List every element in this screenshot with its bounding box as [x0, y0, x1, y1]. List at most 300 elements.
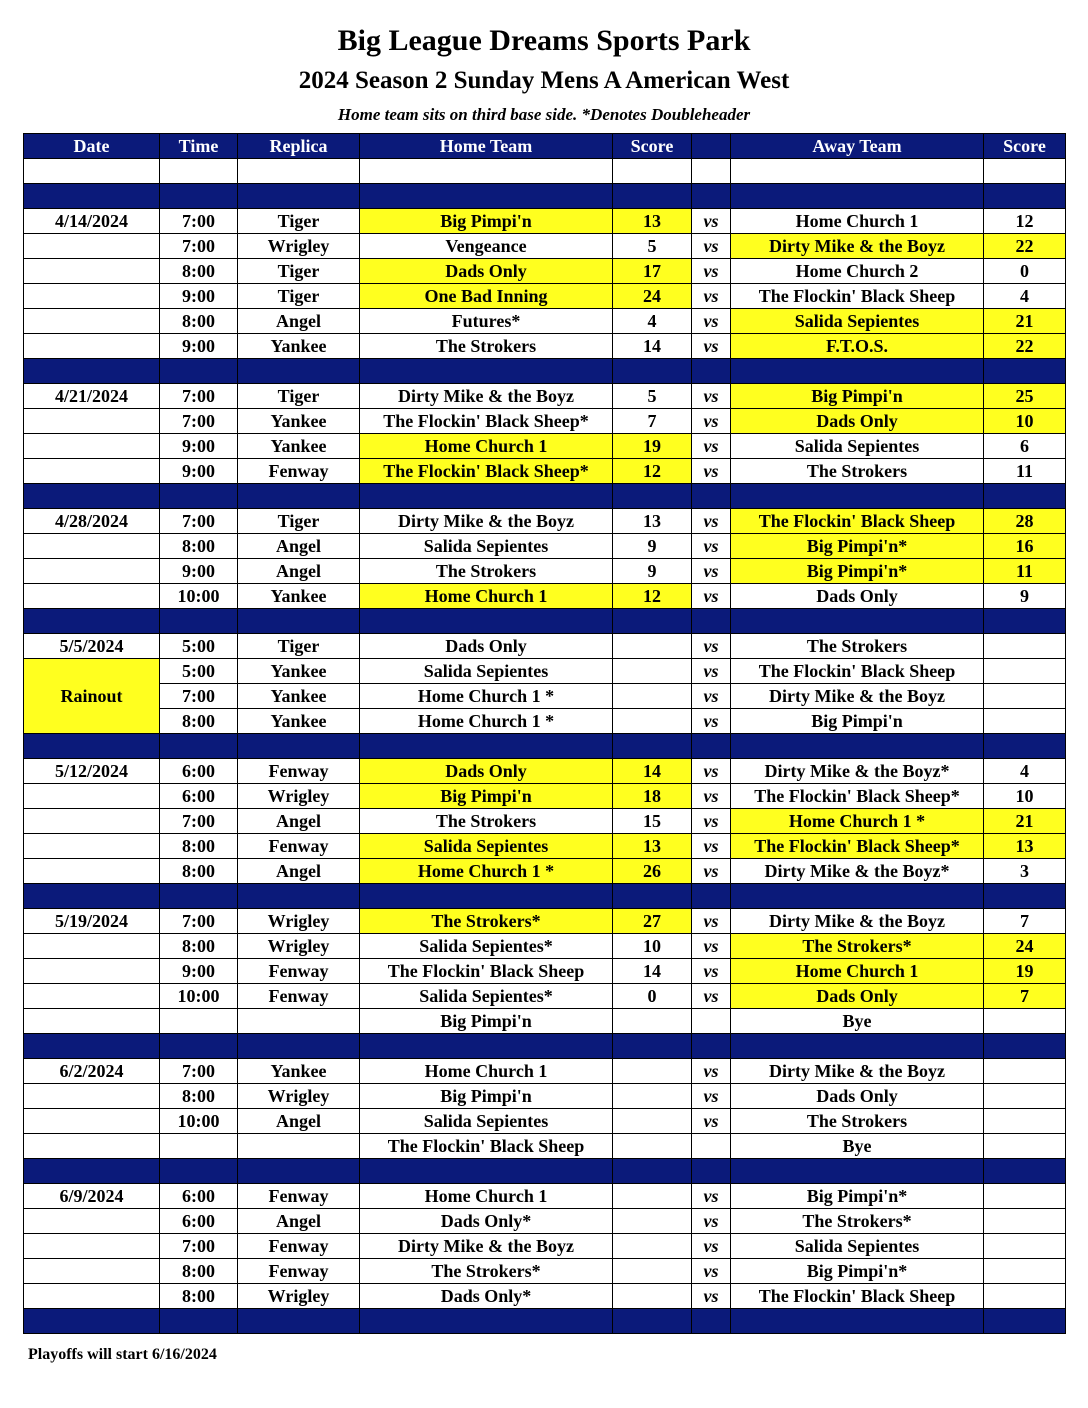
col-header-date: Date	[24, 134, 160, 159]
game-date: 5/19/2024	[24, 909, 160, 934]
home-team: Dads Only*	[360, 1284, 613, 1309]
vs-label	[692, 1009, 731, 1034]
game-field: Fenway	[238, 759, 360, 784]
game-row	[24, 909, 1066, 934]
game-row	[24, 834, 1066, 859]
away-team: Salida Sepientes	[731, 309, 984, 334]
away-score: 22	[984, 234, 1066, 259]
home-team: Dads Only	[360, 759, 613, 784]
game-date-empty	[24, 784, 160, 809]
home-score: 9	[613, 534, 692, 559]
game-date: 6/9/2024	[24, 1184, 160, 1209]
away-team: Salida Sepientes	[731, 434, 984, 459]
game-time: 8:00	[160, 709, 238, 734]
home-team: Dirty Mike & the Boyz	[360, 1234, 613, 1259]
away-score: 24	[984, 934, 1066, 959]
game-row	[24, 934, 1066, 959]
vs-label: vs	[692, 784, 731, 809]
home-team: Dirty Mike & the Boyz	[360, 509, 613, 534]
home-team: The Strokers	[360, 809, 613, 834]
game-field: Yankee	[238, 409, 360, 434]
game-date-empty	[24, 984, 160, 1009]
away-team: F.T.O.S.	[731, 334, 984, 359]
away-team: Dads Only	[731, 1084, 984, 1109]
game-row	[24, 1259, 1066, 1284]
away-score: 25	[984, 384, 1066, 409]
away-score	[984, 1059, 1066, 1084]
game-time: 9:00	[160, 284, 238, 309]
game-date-empty	[24, 1284, 160, 1309]
home-score: 14	[613, 959, 692, 984]
home-team: Home Church 1	[360, 584, 613, 609]
blank-row	[24, 159, 1066, 184]
game-time: 8:00	[160, 834, 238, 859]
away-score: 7	[984, 909, 1066, 934]
away-team: Home Church 1	[731, 959, 984, 984]
home-score	[613, 684, 692, 709]
game-date-empty	[24, 434, 160, 459]
away-team: Dirty Mike & the Boyz	[731, 234, 984, 259]
home-team: One Bad Inning	[360, 284, 613, 309]
game-field: Tiger	[238, 509, 360, 534]
away-score: 16	[984, 534, 1066, 559]
home-team: The Flockin' Black Sheep*	[360, 459, 613, 484]
game-row	[24, 959, 1066, 984]
week-separator	[24, 1159, 1066, 1184]
col-header-time: Time	[160, 134, 238, 159]
game-field	[238, 1134, 360, 1159]
home-team: Dads Only	[360, 634, 613, 659]
game-field: Wrigley	[238, 1084, 360, 1109]
vs-label: vs	[692, 909, 731, 934]
home-score	[613, 1234, 692, 1259]
game-field: Tiger	[238, 259, 360, 284]
game-time	[160, 1134, 238, 1159]
game-date-empty	[24, 559, 160, 584]
week-separator	[24, 359, 1066, 384]
game-date-empty	[24, 1209, 160, 1234]
away-team: Dads Only	[731, 584, 984, 609]
home-team: Home Church 1	[360, 434, 613, 459]
home-team: The Strokers	[360, 334, 613, 359]
home-score	[613, 1259, 692, 1284]
game-date: 4/21/2024	[24, 384, 160, 409]
game-field: Tiger	[238, 284, 360, 309]
rainout-label: Rainout	[24, 659, 160, 734]
home-score: 18	[613, 784, 692, 809]
game-field: Wrigley	[238, 784, 360, 809]
away-score: 4	[984, 759, 1066, 784]
vs-label: vs	[692, 1259, 731, 1284]
game-time: 6:00	[160, 1184, 238, 1209]
game-field: Yankee	[238, 434, 360, 459]
week-separator	[24, 1309, 1066, 1334]
game-date-empty	[24, 334, 160, 359]
vs-label: vs	[692, 384, 731, 409]
game-time: 9:00	[160, 334, 238, 359]
game-row	[24, 209, 1066, 234]
away-score	[984, 1184, 1066, 1209]
vs-label: vs	[692, 959, 731, 984]
game-time: 9:00	[160, 434, 238, 459]
home-score: 15	[613, 809, 692, 834]
game-row	[24, 759, 1066, 784]
week-separator	[24, 484, 1066, 509]
game-date-empty	[24, 1109, 160, 1134]
game-field: Angel	[238, 559, 360, 584]
game-time: 10:00	[160, 984, 238, 1009]
vs-label: vs	[692, 1059, 731, 1084]
game-field: Yankee	[238, 684, 360, 709]
home-score: 24	[613, 284, 692, 309]
vs-label: vs	[692, 284, 731, 309]
game-time: 6:00	[160, 784, 238, 809]
home-score: 13	[613, 834, 692, 859]
away-score	[984, 709, 1066, 734]
game-time: 5:00	[160, 634, 238, 659]
vs-label: vs	[692, 409, 731, 434]
game-field: Yankee	[238, 334, 360, 359]
week-separator	[24, 884, 1066, 909]
home-team: The Flockin' Black Sheep*	[360, 409, 613, 434]
home-score: 19	[613, 434, 692, 459]
vs-label: vs	[692, 1209, 731, 1234]
away-score	[984, 1134, 1066, 1159]
home-score	[613, 1284, 692, 1309]
game-time: 8:00	[160, 309, 238, 334]
away-team: The Flockin' Black Sheep	[731, 509, 984, 534]
game-time: 8:00	[160, 1284, 238, 1309]
away-score: 28	[984, 509, 1066, 534]
away-score: 9	[984, 584, 1066, 609]
game-time: 6:00	[160, 759, 238, 784]
vs-label: vs	[692, 984, 731, 1009]
vs-label: vs	[692, 459, 731, 484]
away-team: Bye	[731, 1009, 984, 1034]
game-time: 7:00	[160, 1234, 238, 1259]
vs-label: vs	[692, 509, 731, 534]
game-row	[24, 1134, 1066, 1159]
game-row	[24, 434, 1066, 459]
game-field: Wrigley	[238, 1284, 360, 1309]
game-field	[238, 1009, 360, 1034]
vs-label: vs	[692, 684, 731, 709]
home-score	[613, 1209, 692, 1234]
vs-label: vs	[692, 934, 731, 959]
away-team: Big Pimpi'n*	[731, 1259, 984, 1284]
home-score	[613, 1084, 692, 1109]
away-team: The Strokers	[731, 1109, 984, 1134]
game-field: Fenway	[238, 459, 360, 484]
vs-label: vs	[692, 759, 731, 784]
game-date-empty	[24, 1259, 160, 1284]
home-team: Big Pimpi'n	[360, 784, 613, 809]
game-row	[24, 234, 1066, 259]
home-team: Home Church 1 *	[360, 684, 613, 709]
away-score	[984, 1284, 1066, 1309]
schedule-table	[23, 133, 1066, 1334]
home-score: 17	[613, 259, 692, 284]
game-field: Fenway	[238, 1259, 360, 1284]
vs-label: vs	[692, 584, 731, 609]
home-score: 13	[613, 509, 692, 534]
game-field: Fenway	[238, 1184, 360, 1209]
game-field: Wrigley	[238, 909, 360, 934]
game-date-empty	[24, 534, 160, 559]
away-team: Home Church 1	[731, 209, 984, 234]
home-team: Salida Sepientes	[360, 1109, 613, 1134]
away-score: 0	[984, 259, 1066, 284]
game-date-empty	[24, 934, 160, 959]
game-field: Yankee	[238, 584, 360, 609]
game-time: 6:00	[160, 1209, 238, 1234]
game-date-empty	[24, 284, 160, 309]
game-time: 5:00	[160, 659, 238, 684]
playoffs-note: Playoffs will start 6/16/2024	[28, 1346, 217, 1363]
away-score	[984, 1109, 1066, 1134]
week-separator	[24, 1034, 1066, 1059]
game-date-empty	[24, 1234, 160, 1259]
game-row	[24, 334, 1066, 359]
home-team: Salida Sepientes	[360, 534, 613, 559]
home-team: Dads Only*	[360, 1209, 613, 1234]
home-score: 5	[613, 384, 692, 409]
home-team: Home Church 1	[360, 1184, 613, 1209]
away-score: 4	[984, 284, 1066, 309]
game-time: 7:00	[160, 909, 238, 934]
week-separator	[24, 184, 1066, 209]
vs-label: vs	[692, 434, 731, 459]
vs-label: vs	[692, 1084, 731, 1109]
vs-label: vs	[692, 334, 731, 359]
game-date-empty	[24, 1134, 160, 1159]
game-time: 7:00	[160, 1059, 238, 1084]
game-time: 8:00	[160, 534, 238, 559]
game-date-empty	[24, 809, 160, 834]
home-team: Big Pimpi'n	[360, 1084, 613, 1109]
col-header-home-team: Home Team	[360, 134, 613, 159]
home-team: Dirty Mike & the Boyz	[360, 384, 613, 409]
away-team: Big Pimpi'n*	[731, 559, 984, 584]
away-team: Dirty Mike & the Boyz	[731, 1059, 984, 1084]
game-time: 10:00	[160, 1109, 238, 1134]
game-date-empty	[24, 1084, 160, 1109]
game-field: Angel	[238, 1109, 360, 1134]
vs-label: vs	[692, 834, 731, 859]
away-score: 21	[984, 309, 1066, 334]
away-team: The Flockin' Black Sheep*	[731, 784, 984, 809]
game-date-empty	[24, 409, 160, 434]
away-score: 10	[984, 784, 1066, 809]
game-row	[24, 684, 1066, 709]
home-score	[613, 1134, 692, 1159]
game-time: 8:00	[160, 934, 238, 959]
away-team: Home Church 2	[731, 259, 984, 284]
away-score: 10	[984, 409, 1066, 434]
home-score	[613, 1059, 692, 1084]
game-field: Yankee	[238, 659, 360, 684]
col-header-away-team: Away Team	[731, 134, 984, 159]
home-team: Salida Sepientes	[360, 659, 613, 684]
col-header-home-score: Score	[613, 134, 692, 159]
home-score: 5	[613, 234, 692, 259]
schedule-note: Home team sits on third base side. *Denotes Doubleheader	[337, 105, 751, 124]
home-team: Vengeance	[360, 234, 613, 259]
away-team: Dads Only	[731, 984, 984, 1009]
game-date-empty	[24, 959, 160, 984]
away-team: Dads Only	[731, 409, 984, 434]
home-score: 14	[613, 759, 692, 784]
game-row	[24, 384, 1066, 409]
home-team: Home Church 1 *	[360, 859, 613, 884]
away-score	[984, 1209, 1066, 1234]
vs-label: vs	[692, 534, 731, 559]
game-date-empty	[24, 859, 160, 884]
game-date-empty	[24, 1009, 160, 1034]
game-field: Tiger	[238, 384, 360, 409]
game-time: 7:00	[160, 209, 238, 234]
page-subtitle: 2024 Season 2 Sunday Mens A American West	[298, 67, 790, 94]
game-row	[24, 509, 1066, 534]
away-team: The Strokers*	[731, 934, 984, 959]
game-time: 9:00	[160, 959, 238, 984]
game-field: Wrigley	[238, 934, 360, 959]
vs-label: vs	[692, 809, 731, 834]
game-field: Angel	[238, 859, 360, 884]
game-time: 9:00	[160, 459, 238, 484]
away-score: 21	[984, 809, 1066, 834]
home-score: 14	[613, 334, 692, 359]
away-team: The Flockin' Black Sheep*	[731, 834, 984, 859]
game-row	[24, 534, 1066, 559]
game-time: 8:00	[160, 1259, 238, 1284]
game-row	[24, 559, 1066, 584]
vs-label: vs	[692, 1184, 731, 1209]
game-row	[24, 1109, 1066, 1134]
away-score	[984, 1084, 1066, 1109]
game-row	[24, 284, 1066, 309]
game-row	[24, 1009, 1066, 1034]
vs-label: vs	[692, 1234, 731, 1259]
game-field: Fenway	[238, 959, 360, 984]
away-score: 13	[984, 834, 1066, 859]
away-team: The Flockin' Black Sheep	[731, 284, 984, 309]
game-row	[24, 1209, 1066, 1234]
home-score: 12	[613, 459, 692, 484]
week-separator	[24, 734, 1066, 759]
game-row	[24, 809, 1066, 834]
vs-label: vs	[692, 709, 731, 734]
away-score: 12	[984, 209, 1066, 234]
game-row	[24, 659, 1066, 684]
home-team: The Strokers*	[360, 1259, 613, 1284]
vs-label: vs	[692, 559, 731, 584]
home-score	[613, 709, 692, 734]
game-date: 5/5/2024	[24, 634, 160, 659]
away-team: Salida Sepientes	[731, 1234, 984, 1259]
away-score: 11	[984, 559, 1066, 584]
game-row	[24, 259, 1066, 284]
game-time: 8:00	[160, 259, 238, 284]
away-score	[984, 659, 1066, 684]
home-team: The Strokers*	[360, 909, 613, 934]
game-time: 7:00	[160, 809, 238, 834]
game-field: Tiger	[238, 209, 360, 234]
away-score	[984, 1234, 1066, 1259]
away-score	[984, 684, 1066, 709]
away-team: Bye	[731, 1134, 984, 1159]
game-date-empty	[24, 309, 160, 334]
game-time: 7:00	[160, 409, 238, 434]
game-time: 8:00	[160, 859, 238, 884]
game-date: 6/2/2024	[24, 1059, 160, 1084]
game-date: 5/12/2024	[24, 759, 160, 784]
game-row	[24, 1059, 1066, 1084]
game-time: 7:00	[160, 509, 238, 534]
vs-label: vs	[692, 234, 731, 259]
game-date-empty	[24, 259, 160, 284]
table-header-row	[24, 134, 1066, 159]
home-score: 13	[613, 209, 692, 234]
home-team: Salida Sepientes*	[360, 934, 613, 959]
game-row	[24, 309, 1066, 334]
game-time: 9:00	[160, 559, 238, 584]
away-team: Dirty Mike & the Boyz*	[731, 859, 984, 884]
away-score: 22	[984, 334, 1066, 359]
game-time: 7:00	[160, 234, 238, 259]
vs-label: vs	[692, 1284, 731, 1309]
home-score: 10	[613, 934, 692, 959]
vs-label: vs	[692, 209, 731, 234]
game-field: Angel	[238, 1209, 360, 1234]
home-team: Dads Only	[360, 259, 613, 284]
page-title: Big League Dreams Sports Park	[337, 24, 751, 57]
away-team: The Strokers*	[731, 1209, 984, 1234]
away-score	[984, 1259, 1066, 1284]
col-header-vs	[692, 134, 731, 159]
home-team: Salida Sepientes*	[360, 984, 613, 1009]
vs-label: vs	[692, 259, 731, 284]
home-score	[613, 1184, 692, 1209]
home-score: 26	[613, 859, 692, 884]
away-team: Home Church 1 *	[731, 809, 984, 834]
game-field: Angel	[238, 809, 360, 834]
game-field: Wrigley	[238, 234, 360, 259]
away-team: Dirty Mike & the Boyz	[731, 909, 984, 934]
home-score: 9	[613, 559, 692, 584]
game-time: 8:00	[160, 1084, 238, 1109]
away-team: The Strokers	[731, 634, 984, 659]
home-score: 27	[613, 909, 692, 934]
game-field: Yankee	[238, 709, 360, 734]
vs-label	[692, 1134, 731, 1159]
home-team: Home Church 1	[360, 1059, 613, 1084]
away-team: Big Pimpi'n*	[731, 1184, 984, 1209]
game-date-empty	[24, 584, 160, 609]
game-row	[24, 784, 1066, 809]
game-field: Angel	[238, 534, 360, 559]
home-team: The Flockin' Black Sheep	[360, 959, 613, 984]
game-row	[24, 1284, 1066, 1309]
game-date: 4/28/2024	[24, 509, 160, 534]
away-score	[984, 1009, 1066, 1034]
game-row	[24, 859, 1066, 884]
week-separator	[24, 609, 1066, 634]
game-field: Fenway	[238, 984, 360, 1009]
game-row	[24, 709, 1066, 734]
game-row	[24, 1184, 1066, 1209]
home-score	[613, 634, 692, 659]
